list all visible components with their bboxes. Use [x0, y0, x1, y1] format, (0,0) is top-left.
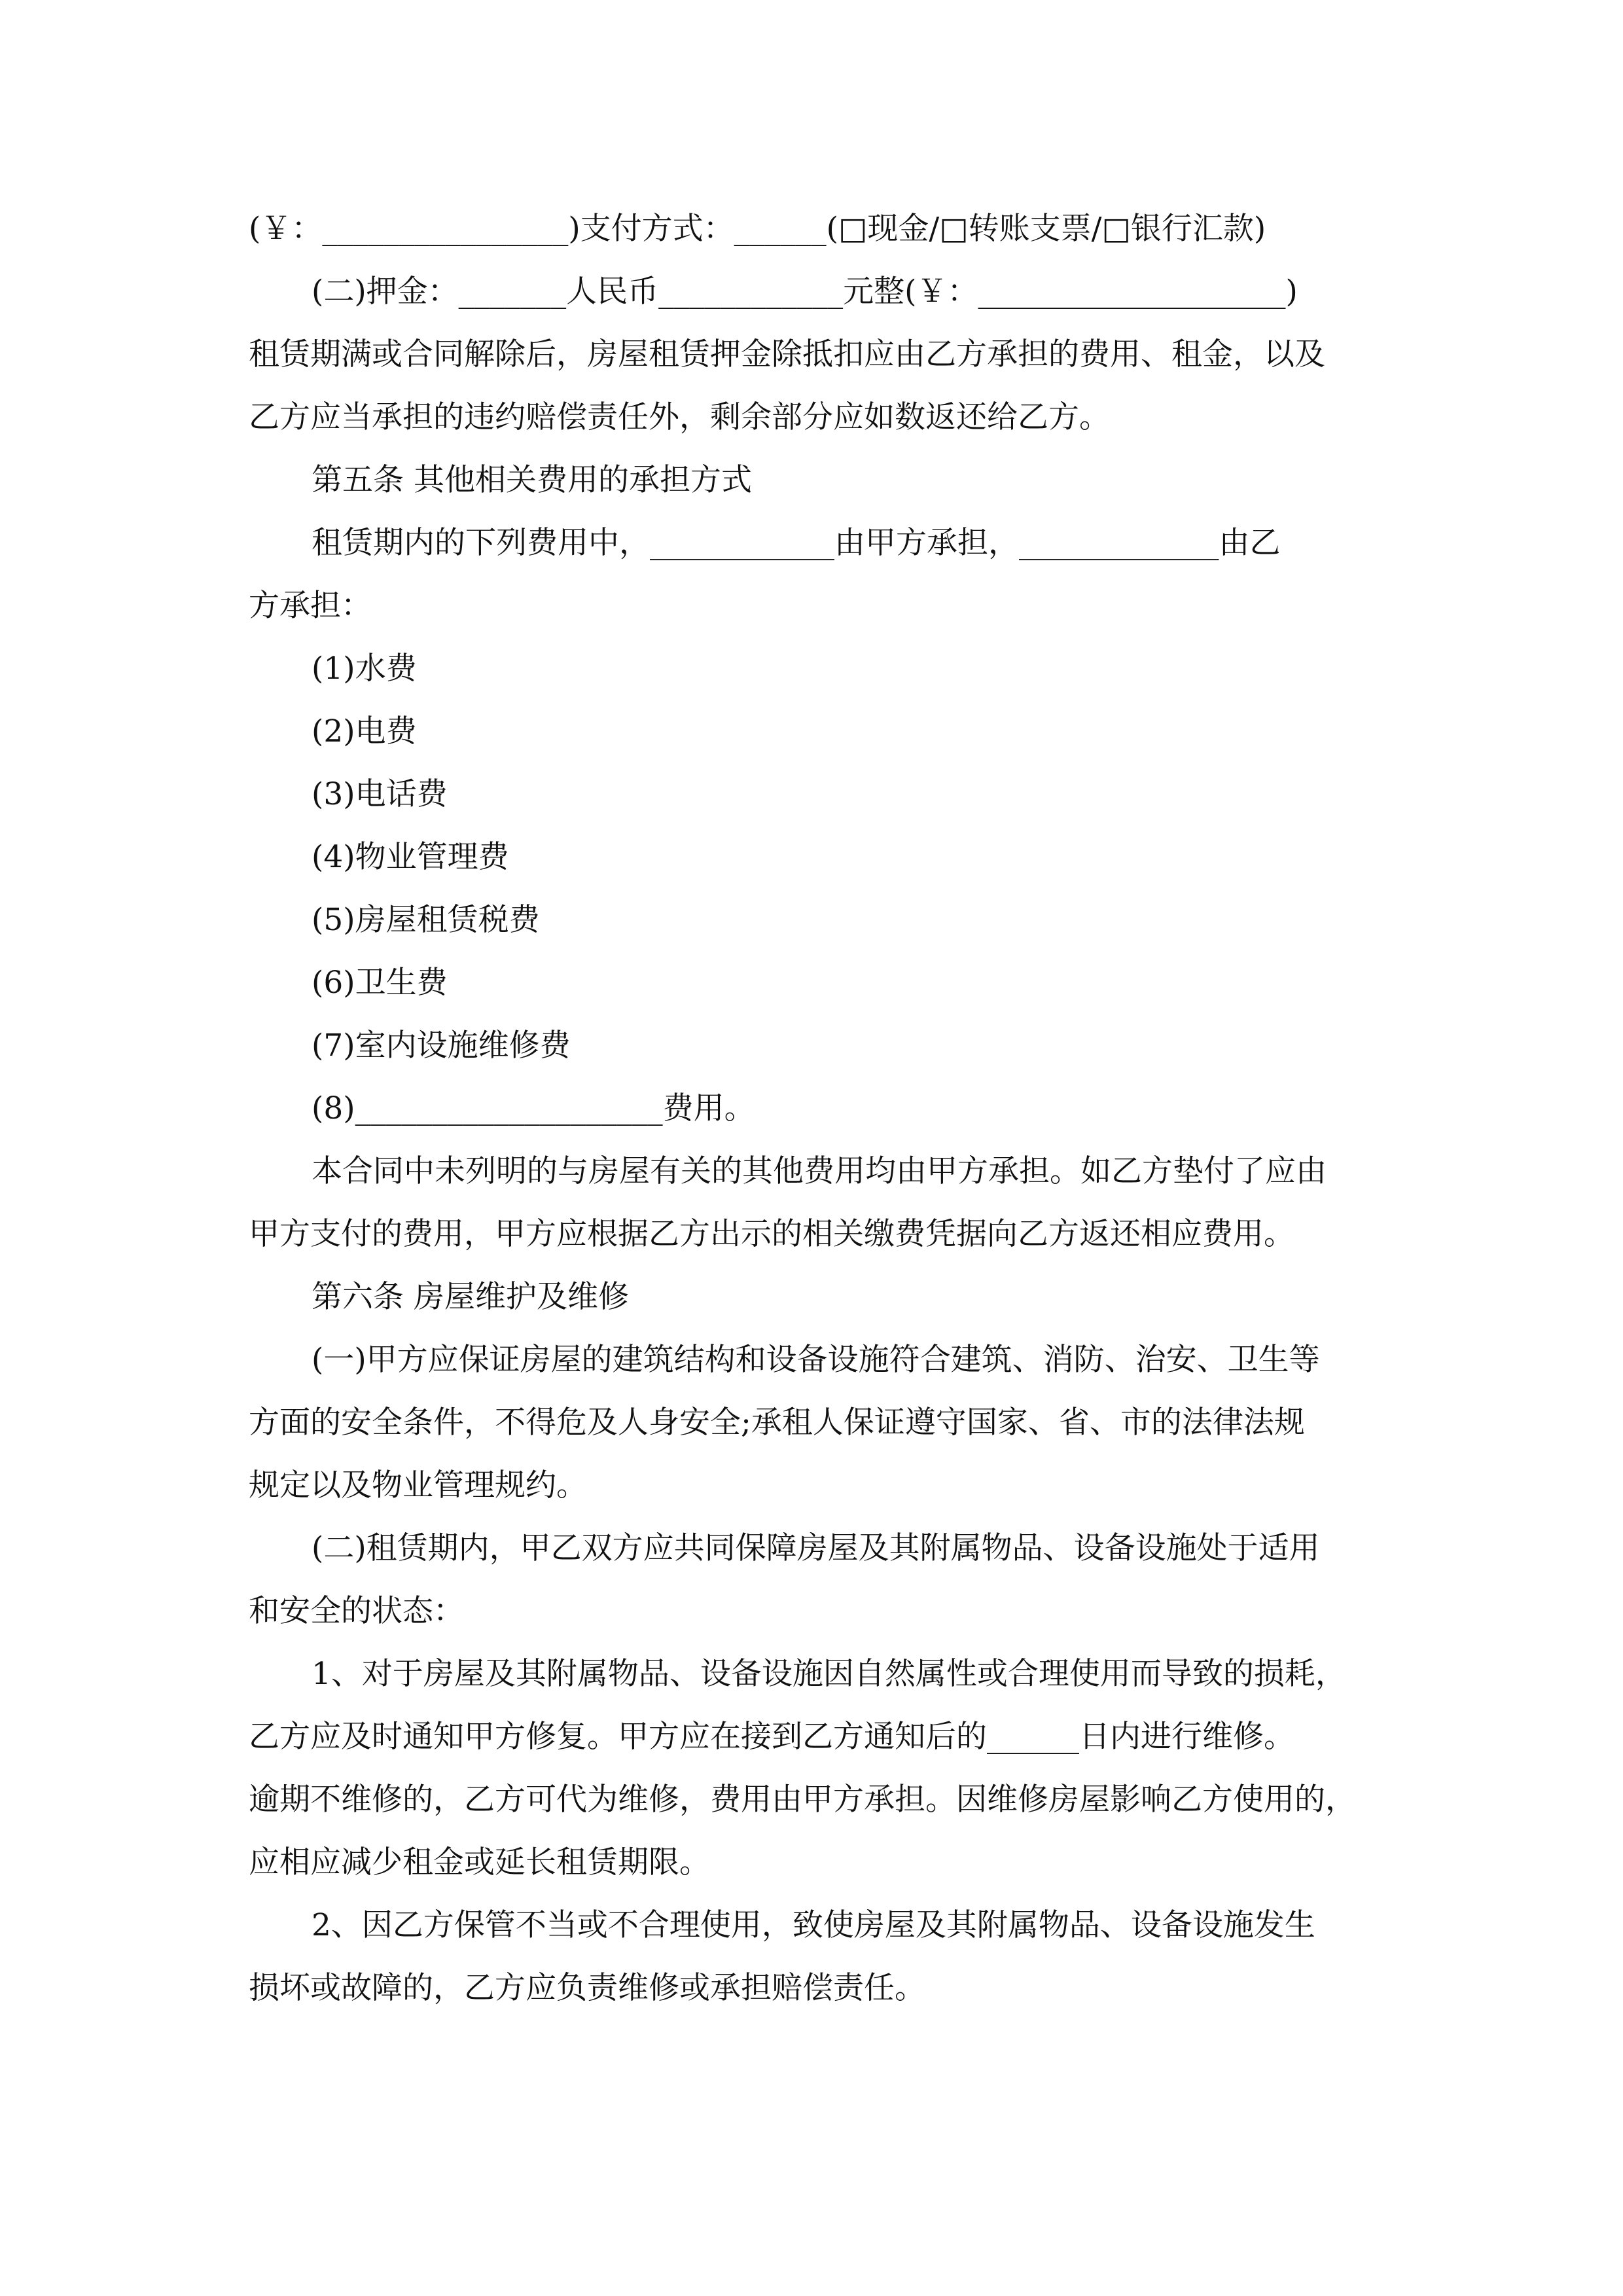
clause-6-2-1-line-2: 乙方应及时通知甲方修复。甲方应在接到乙方通知后的______日内进行维修。 — [249, 1719, 1294, 1755]
other-fees-line-2: 甲方支付的费用，甲方应根据乙方出示的相关缴费凭据向乙方返还相应费用。 — [249, 1216, 1294, 1252]
payment-method-line: (￥：________________)支付方式：______(□现金/□转账支票/□银行汇款) — [249, 211, 1266, 247]
clause-6-2-2-line-2: 损坏或故障的，乙方应负责维修或承担赔偿责任。 — [249, 1970, 925, 2006]
deposit-line: (二)押金：_______人民币____________元整(￥：____________________) — [312, 274, 1298, 310]
fee-item-water: (1)水费 — [312, 651, 417, 687]
clause-6-2-1-line-1: 1、对于房屋及其附属物品、设备设施因自然属性或合理使用而导致的损耗， — [312, 1656, 1346, 1692]
fee-item-property-mgmt: (4)物业管理费 — [312, 839, 509, 875]
clause-6-2-line-1: (二)租赁期内，甲乙双方应共同保障房屋及其附属物品、设备设施处于适用 — [312, 1530, 1320, 1566]
clause-6-2-1-line-4: 应相应减少租金或延长租赁期限。 — [249, 1844, 710, 1880]
fee-item-electricity: (2)电费 — [312, 713, 417, 749]
deposit-refund-line-1: 租赁期满或合同解除后，房屋租赁押金除抵扣应由乙方承担的费用、租金，以及 — [249, 336, 1325, 372]
fee-item-rental-tax: (5)房屋租赁税费 — [312, 902, 540, 938]
clause-6-2-line-2: 和安全的状态： — [249, 1593, 464, 1629]
article-6-heading: 第六条 房屋维护及维修 — [312, 1279, 629, 1315]
fees-intro-line-1: 租赁期内的下列费用中，____________由甲方承担，_____________由乙 — [312, 525, 1281, 561]
fee-item-sanitation: (6)卫生费 — [312, 965, 448, 1001]
clause-6-1-line-2: 方面的安全条件，不得危及人身安全;承租人保证遵守国家、省、市的法律法规 — [249, 1405, 1305, 1441]
fees-intro-line-2: 方承担： — [249, 588, 372, 624]
clause-6-1-line-1: (一)甲方应保证房屋的建筑结构和设备设施符合建筑、消防、治安、卫生等 — [312, 1342, 1320, 1378]
deposit-refund-line-2: 乙方应当承担的违约赔偿责任外，剩余部分应如数返还给乙方。 — [249, 399, 1110, 435]
other-fees-line-1: 本合同中未列明的与房屋有关的其他费用均由甲方承担。如乙方垫付了应由 — [312, 1153, 1327, 1189]
clause-6-1-line-3: 规定以及物业管理规约。 — [249, 1467, 587, 1503]
clause-6-2-2-line-1: 2、因乙方保管不当或不合理使用，致使房屋及其附属物品、设备设施发生 — [312, 1907, 1315, 1943]
fee-item-indoor-repair: (7)室内设施维修费 — [312, 1028, 571, 1064]
fee-item-phone: (3)电话费 — [312, 776, 448, 812]
article-5-heading: 第五条 其他相关费用的承担方式 — [312, 462, 752, 498]
fee-item-other: (8)____________________费用。 — [312, 1090, 755, 1126]
clause-6-2-1-line-3: 逾期不维修的，乙方可代为维修，费用由甲方承担。因维修房屋影响乙方使用的， — [249, 1782, 1356, 1818]
